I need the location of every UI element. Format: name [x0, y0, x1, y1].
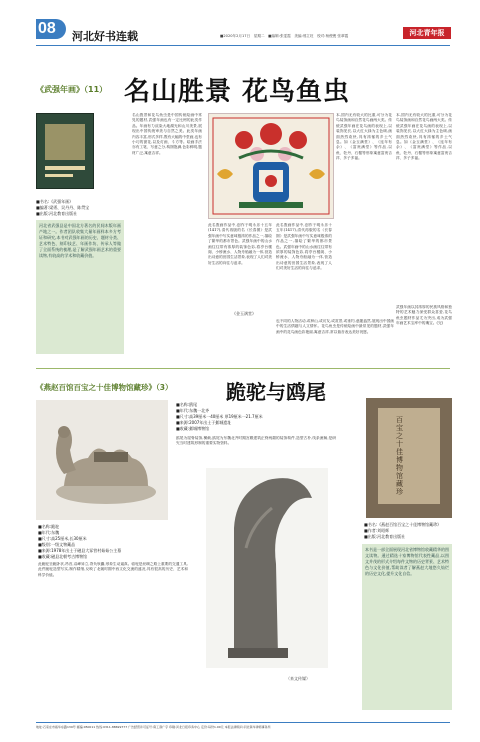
item-description: 此跪驼呈跪卧状,昂首,双峰耸立,背负驮囊,形象生动逼真。骆驼是丝绸之路上重要的交通工具,此件跪驼造型写实,制作精细,反映了北朝时期中西文化交流的盛况,具有很高的历史、艺术和科学价值。: [38, 562, 188, 577]
chiwei-image: [206, 468, 328, 668]
header-meta: ■2020年2月17日 星期二 ■编辑:张雯霞 美编:邢立旺 校对:杨俊俊 张翠霞: [220, 34, 349, 38]
image-caption: 《金玉满堂》: [232, 311, 256, 316]
header-rule: [36, 45, 450, 46]
article-title: 名山胜景 花鸟鱼虫: [124, 77, 351, 107]
item-info: [176, 402, 336, 432]
book-summary-box: [362, 544, 452, 710]
book-info: [364, 522, 454, 540]
image-caption: （来文传媒）: [286, 676, 310, 681]
article-wuqiang: [36, 47, 452, 365]
article-column: 名山胜景和花鸟鱼虫是中国传统绘画中常见的题材,武强年画也有一定比例的此类作品。年画有力渲染大地湖光和山川美景,展现出中国传统审美与自然之美。此类年画内容丰富,形式多样,既有大幅的中堂画,也有小巧的窗花,以及灯画、斗方等。绘画手法亦有工笔、写意之分,构图饱满,色彩鲜明,题材广泛,寓意吉祥。: [132, 113, 202, 155]
article-column: 此名胜画作品中,创作于明永乐十五年(1417),清代再版的名《长春图》是武强年画中写实意味极浓的作品之一,描绘了繁华的都市景色。武强年画中的山水画往往带有浓厚的装饰色彩,将亭台楼阁、小桥流水、人物舟船融为一体,营造出诗意的田园生活景象,表现了人们对美好生活的向往与追求。: [208, 223, 272, 265]
book-info-line: ■出版:河北教育出版社: [364, 534, 406, 539]
book-info-line: ■出版:河北教育出版社: [36, 211, 78, 216]
book-info-line: ■编著:梁勇、吴丹丹、陈贯宝: [36, 205, 90, 210]
item-info-line: ■名称:跪驼: [38, 524, 60, 529]
article-tag: 《燕赵百馆百宝之十佳博物馆藏珍》（3）: [36, 383, 173, 392]
item-info-line: ■尺寸:高39厘米一40厘米 厚19厘米一21.7厘米: [176, 414, 263, 419]
item-description: 鸥尾为屋脊装饰,横截,鸥尾为东魏北齐时期宫殿建筑正脊两端的装饰构件,造型古朴,线条流畅,是研究当时建筑形制的重要实物资料。: [176, 436, 336, 446]
vase-flower-illustration: [209, 114, 333, 218]
section-title: 河北好书连载: [72, 30, 138, 43]
book-cover: [366, 398, 452, 518]
item-info-line: ■收藏:磁县北朝考古博物馆: [38, 554, 88, 559]
newspaper-logo: 河北青年报: [403, 27, 451, 39]
book-cover: [36, 113, 94, 189]
kneeling-camel-image: [36, 400, 168, 520]
article-column: 武强年画以其浓厚的民族风格和独特的艺术魅力深受群众喜爱,花鸟鱼虫题材作品尤为突出,成为武强年画艺术宝库中的瑰宝。(完): [396, 305, 452, 326]
camel-illustration: [36, 400, 168, 520]
footer-text: 地址:石家庄市裕华东路139号 邮编:050011 热线:0311-88699777 广告经营许可证号:冀工商广字 印刷:河北日报印务中心 定价:每份1.00元 本报法律顾问:河北冀华律师事务所: [36, 725, 271, 729]
book-cover-title: 百宝之十佳博物馆藏珍: [396, 416, 403, 496]
item-info-line: ■来源:2007年出土于邺城遗址: [176, 420, 232, 425]
item-info-line: ■名称:鸥尾: [176, 402, 198, 407]
book-summary: 本书是一部全面展现河北省博物馆收藏精华的图文读物。通过精选十家博物馆代表性藏品,以图文并茂的形式介绍每件文物的历史背景、艺术特色与文化价值,帮助读者了解燕赵大地悠久灿烂的历史文化,提升文化自信。: [365, 547, 449, 576]
article-column: 也不同的人物活动,或种山,或访友,或赏景,或垂钓,意趣盎然,展现出中国画中的生活情趣与人文情怀。花鸟鱼虫是传统绘画中最常见的题材,武强年画中的花鸟画色彩艳丽,寓意吉祥,常以谐音表达美好祝愿。: [276, 319, 394, 334]
item-info-line: ■收藏:邺城博物馆: [176, 426, 210, 431]
article-tag: 《武强年画》（11）: [36, 85, 108, 94]
page-header: [0, 0, 480, 43]
section-divider: [36, 368, 450, 369]
article-museum: [36, 372, 452, 712]
article-column: 本,国内无有较大的比重,可分为花鸟装饰画和自然花鸟画两大类。传统武强年画在花鸟画的表现上,以装饰见长,以大红大绿为主色调,画面热烈欢快,具有浓郁的乡土气息。如《金玉满堂》、《连年有余》、《富贵满堂》等作品,以鱼、牡丹、石榴等形象寓意富贵吉祥、多子多福。: [396, 113, 452, 161]
book-summary: 河北省武强县是中国北方著名的民间木版年画产地之一。作者团队收集大量年画样本多方考证和研究,本书对武强年画的历史、题材分类、艺术特色、刻印技艺、年画作坊、传承人等做了全面系统的梳理,是了解武强年画艺术的重要读物,有较高的学术和收藏价值。: [39, 223, 121, 258]
book-info-line: ■作者:刘昭辉: [364, 528, 390, 533]
page-number: 08: [38, 20, 56, 37]
article-column: 本,国内无有较大的比重,可分为花鸟装饰画和自然花鸟画两大类。传统武强年画在花鸟画的表现上,以装饰见长,以大红大绿为主色调,画面热烈欢快,具有浓郁的乡土气息。如《金玉满堂》、《连年有余》、《富贵满堂》等作品,以鱼、牡丹、石榴等形象寓意富贵吉祥、多子多福。: [336, 113, 392, 161]
item-info: [38, 524, 188, 560]
nianhua-image: [208, 113, 334, 219]
book-summary-box: [36, 220, 124, 354]
item-info-line: ■尺寸:高25厘米,长30厘米: [38, 536, 87, 541]
book-info: [36, 199, 126, 217]
item-info-line: ■年代:东魏一北齐: [176, 408, 210, 413]
page-footer: [36, 722, 450, 735]
chiwei-illustration: [206, 468, 328, 668]
item-info-line: ■来源:1978年出土于磁县大冢营村茹茹公主墓: [38, 548, 122, 553]
article-title: 跪驼与鸥尾: [226, 380, 326, 404]
item-info-line: ■年代:东魏: [38, 530, 60, 535]
book-info-line: ■书名:《燕赵百馆百宝之十佳博物馆藏珍》: [364, 522, 442, 527]
book-info-line: ■书名:《武强年画》: [36, 199, 74, 204]
article-column: 此名胜画作品中,创作于明永乐十五年(1417),清代再版的名《长春图》是武强年画中写实意味极浓的作品之一,描绘了繁华的都市景色。武强年画中的山水画往往带有浓厚的装饰色彩,将亭台楼阁、小桥流水、人物舟船融为一体,营造出诗意的田园生活景象,表现了人们对美好生活的向往与追求。: [276, 223, 332, 271]
item-info-line: ■级别:一级文物藏品: [38, 542, 76, 547]
